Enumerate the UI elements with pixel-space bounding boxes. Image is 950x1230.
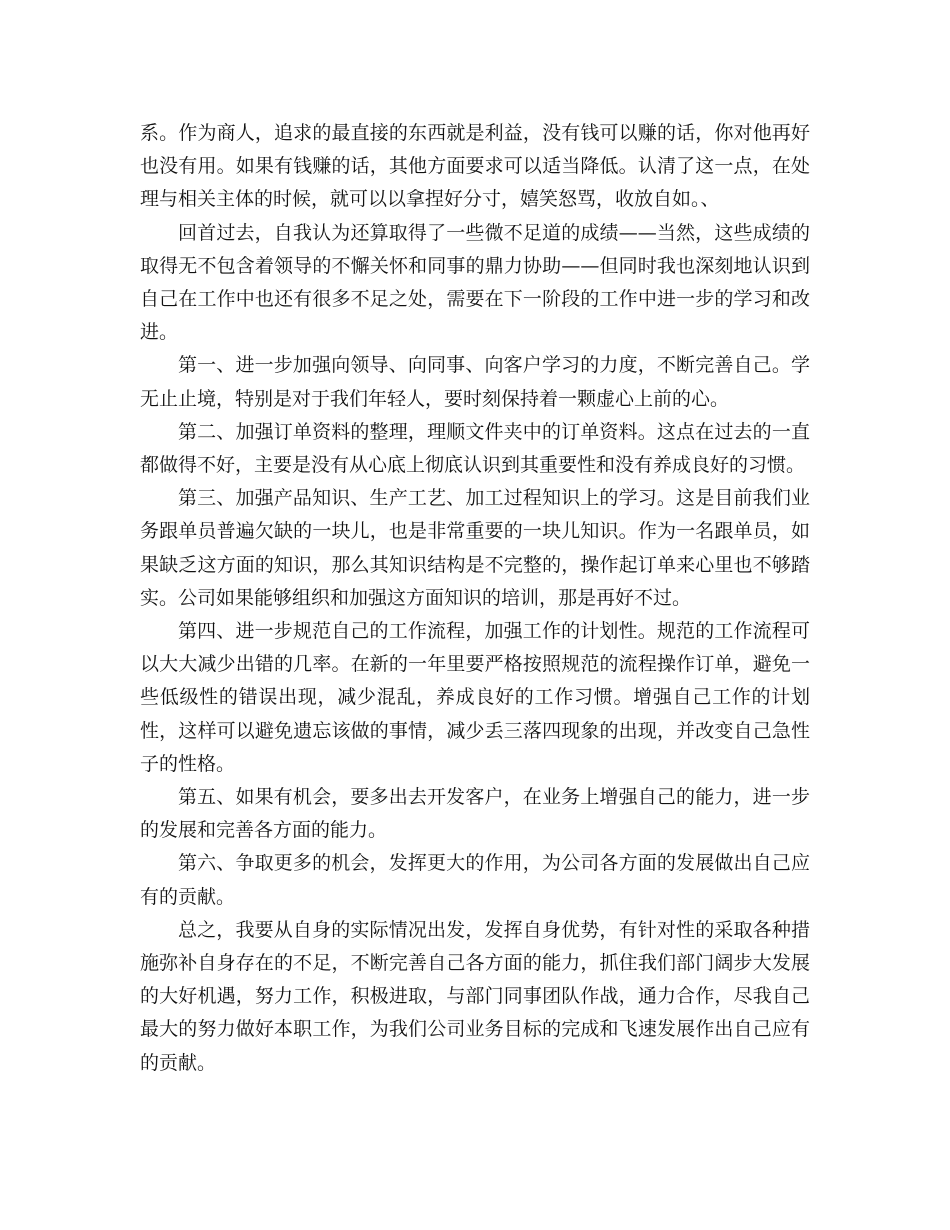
paragraph-point-1: 第一、进一步加强向领导、向同事、向客户学习的力度，不断完善自己。学无止止境，特别是对于我们年轻人，要时刻保持着一颗虚心上前的心。 [140,354,810,410]
paragraph-point-4: 第四、进一步规范自己的工作流程，加强工作的计划性。规范的工作流程可以大大减少出错的几率。在新的一年里要严格按照规范的流程操作订单，避免一些低级性的错误出现，减少混乱，养成良好的工作习惯。增强自己工作的计划性，这样可以避免遗忘该做的事情，减少丢三落四现象的出现，并改变自己急性子的性格。 [140,620,810,775]
paragraph-point-5: 第五、如果有机会，要多出去开发客户，在业务上增强自己的能力，进一步的发展和完善各方面的能力。 [140,786,810,842]
paragraph-conclusion: 总之，我要从自身的实际情况出发，发挥自身优势，有针对性的采取各种措施弥补自身存在的不足，不断完善自己各方面的能力，抓住我们部门阔步大发展的大好机遇，努力工作，积极进取，与部门同事团队作战，通力合作，尽我自己最大的努力做好本职工作，为我们公司业务目标的完成和飞速发展作出自己应有的贡献。 [140,918,810,1074]
paragraph-point-3: 第三、加强产品知识、生产工艺、加工过程知识上的学习。这是目前我们业务跟单员普遍欠缺的一块儿，也是非常重要的一块儿知识。作为一名跟单员，如果缺乏这方面的知识，那么其知识结构是不完整的，操作起订单来心里也不够踏实。公司如果能够组织和加强这方面知识的培训，那是再好不过。 [140,487,810,609]
paragraph-point-2: 第二、加强订单资料的整理，理顺文件夹中的订单资料。这点在过去的一直都做得不好，主要是没有从心底上彻底认识到其重要性和没有养成良好的习惯。 [140,420,810,477]
paragraph-continuation: 系。作为商人，追求的最直接的东西就是利益，没有钱可以赚的话，你对他再好也没有用。如果有钱赚的话，其他方面要求可以适当降低。认清了这一点，在处理与相关主体的时候，就可以以拿捏好分寸，嬉笑怒骂，收放自如。、 [140,122,810,211]
document-page [140,117,810,1080]
paragraph-point-6: 第六、争取更多的机会，发挥更大的作用，为公司各方面的发展做出自己应有的贡献。 [140,852,810,908]
paragraph-review: 回首过去，自我认为还算取得了一些微不足道的成绩——当然，这些成绩的取得无不包含着领导的不懈关怀和同事的鼎力协助——但同时我也深刻地认识到自己在工作中也还有很多不足之处，需要在下一阶段的工作中进一步的学习和改进。 [140,221,810,344]
